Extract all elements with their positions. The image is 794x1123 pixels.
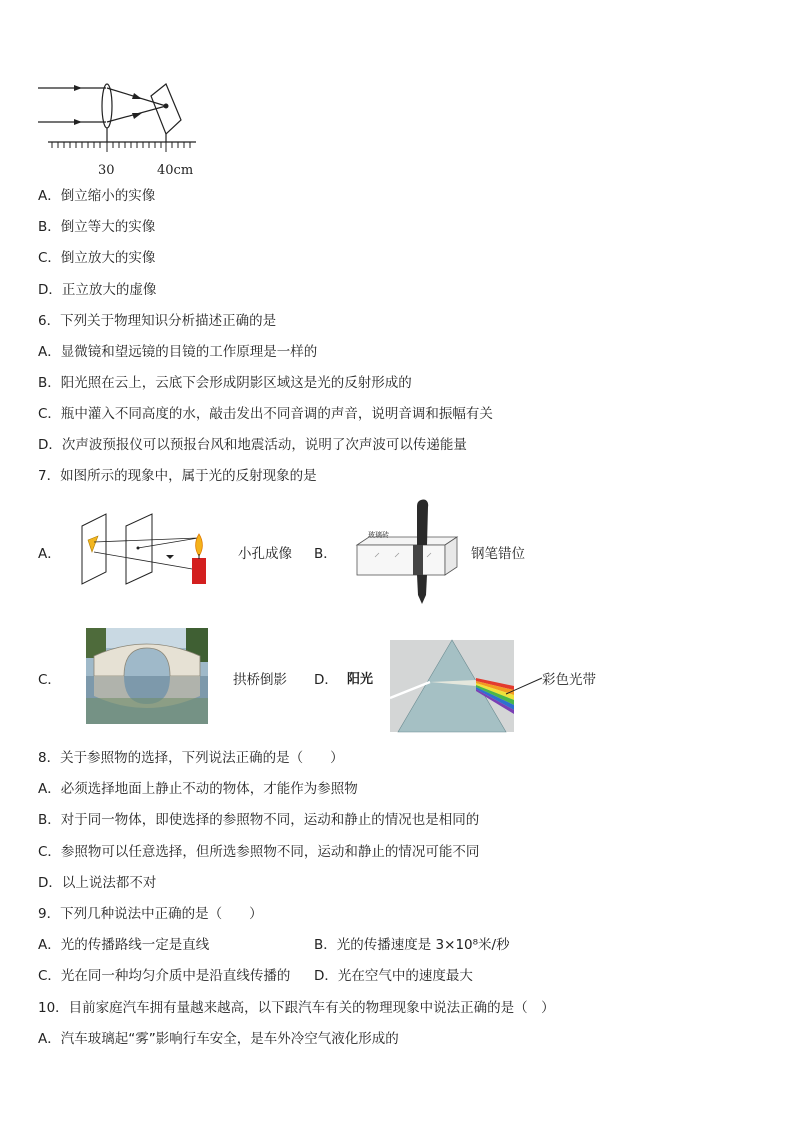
glass-block-label: 玻璃砖 [368, 531, 389, 539]
q6-option-d: D．次声波预报仪可以预报台风和地震活动，说明了次声波可以传递能量 [38, 437, 467, 453]
q9-option-d: D．光在空气中的速度最大 [314, 968, 473, 984]
q6-option-a: A．显微镜和望远镜的目镜的工作原理是一样的 [38, 344, 318, 360]
q8-option-a: A．必须选择地面上静止不动的物体，才能作为参照物 [38, 781, 358, 797]
q9-option-a: A．光的传播路线一定是直线 [38, 937, 210, 953]
q5-option-b: B．倒立等大的实像 [38, 219, 156, 235]
q7-stem: 7．如图所示的现象中，属于光的反射现象的是 [38, 468, 317, 484]
q7-option-a-letter: A． [38, 546, 61, 562]
q8-option-b: B．对于同一物体，即使选择的参照物不同，运动和静止的情况也是相同的 [38, 812, 480, 828]
q7-option-b-letter: B． [314, 546, 337, 562]
q7-option-b-caption: 钢笔错位 [471, 546, 525, 562]
q7-option-c-caption: 拱桥倒影 [233, 672, 287, 688]
q10-stem: 10．目前家庭汽车拥有量越来越高，以下跟汽车有关的物理现象中说法正确的是（ ） [38, 1000, 555, 1016]
q9-option-c: C．光在同一种均匀介质中是沿直线传播的 [38, 968, 291, 984]
q7-option-c-letter: C． [38, 672, 61, 688]
q7-option-d-letter: D． [314, 672, 338, 688]
ruler-tick-40cm: 40cm [157, 163, 194, 178]
q8-option-d: D．以上说法都不对 [38, 875, 157, 891]
pinhole-figure [74, 512, 219, 590]
ruler-tick-30: 30 [98, 163, 115, 178]
q5-option-d: D．正立放大的虚像 [38, 282, 157, 298]
q9-option-b: B．光的传播速度是 3×10⁸米/秒 [314, 937, 510, 953]
sunlight-label: 阳光 [347, 672, 374, 687]
q6-option-b: B．阳光照在云上，云底下会形成阴影区域这是光的反射形成的 [38, 375, 412, 391]
q9-stem: 9．下列几种说法中正确的是（ ） [38, 906, 263, 922]
arch-bridge-photo [86, 628, 208, 724]
q5-option-c: C．倒立放大的实像 [38, 250, 156, 266]
q7-option-d-caption: 彩色光带 [542, 672, 596, 688]
q10-option-a: A．汽车玻璃起“雾”影响行车安全，是车外冷空气液化形成的 [38, 1031, 399, 1047]
prism-figure [390, 640, 514, 732]
q8-option-c: C．参照物可以任意选择，但所选参照物不同，运动和静止的情况可能不同 [38, 844, 480, 860]
q5-option-a: A．倒立缩小的实像 [38, 188, 156, 204]
q6-stem: 6．下列关于物理知识分析描述正确的是 [38, 313, 277, 329]
q7-option-a-caption: 小孔成像 [238, 546, 292, 562]
glass-pen-figure [355, 497, 461, 605]
rainbow-pointer-line [504, 676, 544, 696]
q6-option-c: C．瓶中灌入不同高度的水，敲击发出不同音调的声音，说明音调和振幅有关 [38, 406, 493, 422]
q8-stem: 8．关于参照物的选择，下列说法正确的是（ ） [38, 750, 344, 766]
